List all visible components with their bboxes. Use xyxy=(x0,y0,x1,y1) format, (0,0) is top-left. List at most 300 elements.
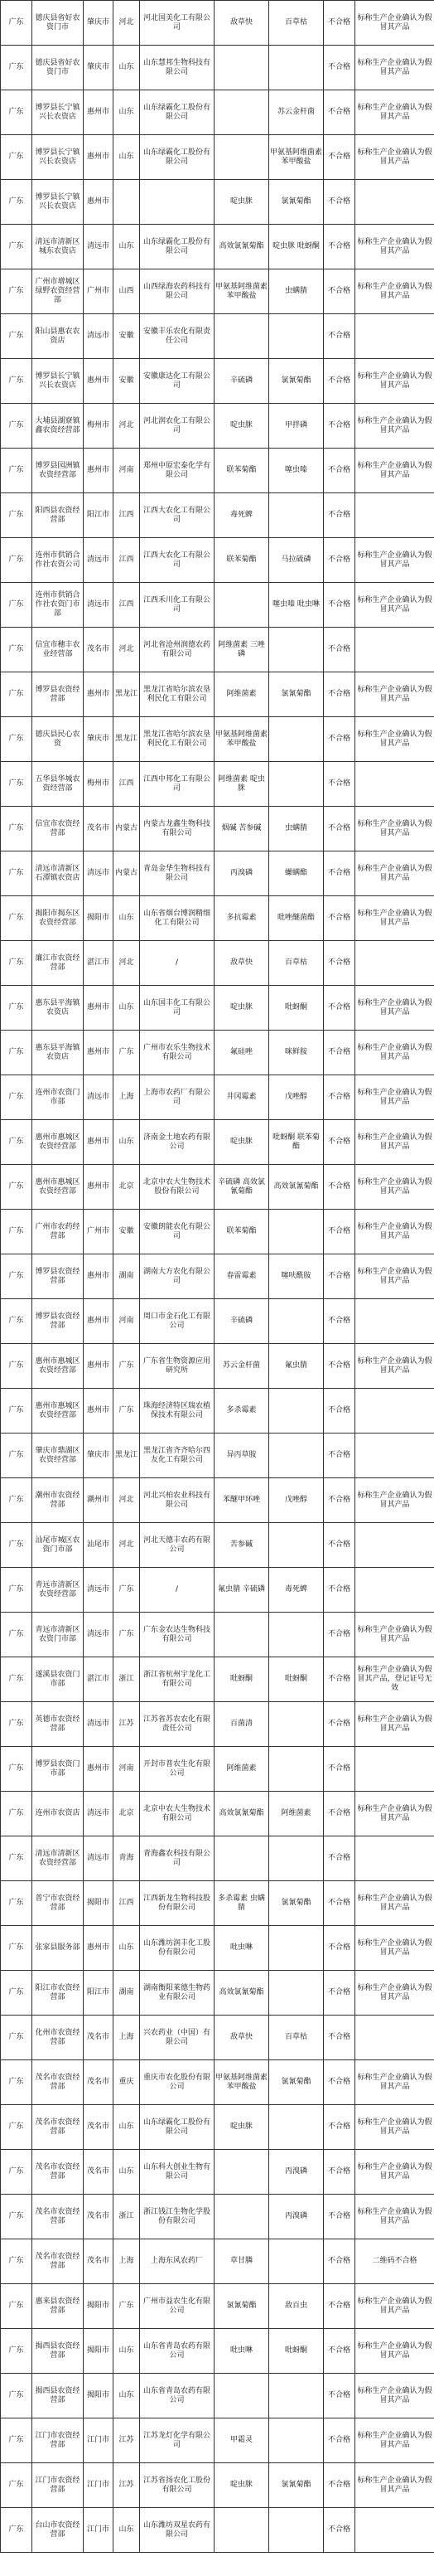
seller-cell: 清远市清新区农资经营部 xyxy=(32,1836,84,1881)
detected-ingredient-cell: 吡蚜酮 xyxy=(269,986,324,1031)
seller-cell: 青远市清新区农资门市部 xyxy=(32,1613,84,1657)
province-cell: 广东 xyxy=(1,46,32,90)
province-cell: 广东 xyxy=(1,2329,32,2374)
remark-cell: 标称生产企业确认为假冒其产品 xyxy=(355,449,434,493)
city-cell: 茂名市 xyxy=(84,2195,113,2239)
origin-province-cell: 青海 xyxy=(113,1836,140,1881)
remark-cell: 标称生产企业确认为假冒其产品 xyxy=(355,359,434,404)
remark-cell: 标称生产企业确认为假冒其产品 xyxy=(355,135,434,180)
city-cell: 惠州市 xyxy=(84,1926,113,1971)
detected-ingredient-cell xyxy=(269,2239,324,2284)
detected-ingredient-cell xyxy=(269,1210,324,1254)
table-row xyxy=(1,762,434,807)
manufacturer-cell: 北京中农大生物技术股份有限公司 xyxy=(140,1165,215,1210)
detected-ingredient-cell: 马拉硫磷 xyxy=(269,538,324,583)
remark-cell: 标称生产企业确认为假冒其产品 xyxy=(355,717,434,762)
declared-ingredient-cell xyxy=(215,314,269,359)
seller-cell: 茂名市农资经营部 xyxy=(32,2239,84,2284)
seller-cell: 惠东县平海镇农资店 xyxy=(32,986,84,1031)
origin-province-cell: 黑龙江 xyxy=(113,717,140,762)
city-cell: 惠州市 xyxy=(84,1299,113,1344)
seller-cell: 廉江市农资经营部 xyxy=(32,941,84,986)
remark-cell: 标称生产企业确认为假冒其产品 xyxy=(355,538,434,583)
origin-province-cell: 山东 xyxy=(113,225,140,269)
province-cell: 广东 xyxy=(1,2060,32,2105)
origin-province-cell: 上海 xyxy=(113,2016,140,2060)
origin-province-cell: 山东 xyxy=(113,986,140,1031)
declared-ingredient-cell: 阿维菌素 xyxy=(215,672,269,717)
manufacturer-cell: 江苏龙灯化学有限公司 xyxy=(140,2418,215,2463)
remark-cell: 标称生产企业确认为假冒其产品 xyxy=(355,2284,434,2329)
origin-province-cell: 重庆 xyxy=(113,2060,140,2105)
remark-cell: 标称生产企业确认为假冒其产品 xyxy=(355,90,434,135)
declared-ingredient-cell: 啶虫脒 xyxy=(215,2463,269,2508)
seller-cell: 五华县华城农资经营部 xyxy=(32,762,84,807)
manufacturer-cell: 内蒙古龙鑫生物科技有限公司 xyxy=(140,807,215,851)
city-cell: 江门市 xyxy=(84,2418,113,2463)
table-row xyxy=(1,941,434,986)
city-cell: 清远市 xyxy=(84,1613,113,1657)
province-cell: 广东 xyxy=(1,1254,32,1299)
manufacturer-cell: 山东绿霸化工股份有限公司 xyxy=(140,2105,215,2150)
province-cell: 广东 xyxy=(1,1836,32,1881)
detected-ingredient-cell: 氟虫腈 xyxy=(269,1344,324,1389)
detected-ingredient-cell: 丙溴磷 xyxy=(269,2195,324,2239)
manufacturer-cell: 湖南大方农化有限公司 xyxy=(140,1254,215,1299)
city-cell: 清远市 xyxy=(84,1075,113,1120)
table-row xyxy=(1,1031,434,1075)
detected-ingredient-cell: 甲拌磷 xyxy=(269,404,324,449)
detected-ingredient-cell: 噻呋酰胺 xyxy=(269,1254,324,1299)
seller-cell: 德庆县民心农资 xyxy=(32,717,84,762)
remark-cell: 标称生产企业确认为假冒其产品 xyxy=(355,1792,434,1836)
declared-ingredient-cell: 联苯菊酯 xyxy=(215,449,269,493)
declared-ingredient-cell xyxy=(215,1613,269,1657)
table-row xyxy=(1,493,434,538)
origin-province-cell xyxy=(113,180,140,225)
declared-ingredient-cell: 春雷霉素 xyxy=(215,1254,269,1299)
manufacturer-cell: 上海市农药厂有限公司 xyxy=(140,1075,215,1120)
detected-ingredient-cell xyxy=(269,46,324,90)
city-cell: 阳江市 xyxy=(84,493,113,538)
seller-cell: 德庆县省好农资门市 xyxy=(32,46,84,90)
remark-cell: 标称生产企业确认为假冒其产品 xyxy=(355,1478,434,1523)
table-row xyxy=(1,807,434,851)
origin-province-cell: 江西 xyxy=(113,762,140,807)
province-cell: 广东 xyxy=(1,1299,32,1344)
remark-cell: 标称生产企业确认为假冒其产品，登记证号无效 xyxy=(355,1657,434,1702)
remark-cell xyxy=(355,314,434,359)
province-cell: 广东 xyxy=(1,1120,32,1165)
remark-cell: 标称生产企业确认为假冒其产品 xyxy=(355,851,434,896)
table-row xyxy=(1,1836,434,1881)
remark-cell: 标称生产企业确认为假冒其产品 xyxy=(355,1613,434,1657)
table-row xyxy=(1,1,434,46)
origin-province-cell: 江西 xyxy=(113,583,140,628)
declared-ingredient-cell: 啶虫脒 xyxy=(215,2105,269,2150)
province-cell: 广东 xyxy=(1,1926,32,1971)
result-cell: 不合格 xyxy=(324,1031,355,1075)
table-row xyxy=(1,1165,434,1210)
city-cell: 阳江市 xyxy=(84,1971,113,2016)
result-cell: 不合格 xyxy=(324,2016,355,2060)
result-cell: 不合格 xyxy=(324,2195,355,2239)
origin-province-cell: 河北 xyxy=(113,941,140,986)
province-cell: 广东 xyxy=(1,1792,32,1836)
province-cell: 广东 xyxy=(1,269,32,314)
seller-cell: 茂名市农资经营部 xyxy=(32,2105,84,2150)
remark-cell: 标称生产企业确认为假冒其产品 xyxy=(355,1120,434,1165)
detected-ingredient-cell: 螺螨酯 xyxy=(269,851,324,896)
declared-ingredient-cell: 辛硫磷 高效氯氰菊酯 xyxy=(215,1165,269,1210)
table-row xyxy=(1,851,434,896)
result-cell: 不合格 xyxy=(324,1434,355,1478)
origin-province-cell: 山东 xyxy=(113,2329,140,2374)
city-cell: 惠州市 xyxy=(84,1254,113,1299)
result-cell: 不合格 xyxy=(324,225,355,269)
result-cell: 不合格 xyxy=(324,986,355,1031)
origin-province-cell: 河南 xyxy=(113,1299,140,1344)
province-cell: 广东 xyxy=(1,2374,32,2418)
remark-cell: 标称生产企业确认为假冒其产品 xyxy=(355,672,434,717)
manufacturer-cell: 兴农药业（中国）有限公司 xyxy=(140,2016,215,2060)
declared-ingredient-cell xyxy=(215,583,269,628)
table-row xyxy=(1,2463,434,2508)
table-row xyxy=(1,1568,434,1613)
city-cell: 广州市 xyxy=(84,269,113,314)
seller-cell: 博罗县农资门市部 xyxy=(32,1747,84,1792)
seller-cell: 潮州市农资经营部 xyxy=(32,1478,84,1523)
manufacturer-cell: 山东绿霸化工股份有限公司 xyxy=(140,90,215,135)
result-cell: 不合格 xyxy=(324,717,355,762)
seller-cell: 信宜市穗丰农业经营部 xyxy=(32,628,84,672)
result-cell: 不合格 xyxy=(324,2508,355,2553)
manufacturer-cell: 江西中邦化工有限公司 xyxy=(140,762,215,807)
manufacturer-cell: 山东绿霸化工股份有限公司 xyxy=(140,225,215,269)
detected-ingredient-cell xyxy=(269,2418,324,2463)
city-cell: 惠州市 xyxy=(84,135,113,180)
detected-ingredient-cell: 虫螨腈 xyxy=(269,807,324,851)
table-row xyxy=(1,1254,434,1299)
table-row xyxy=(1,2195,434,2239)
detected-ingredient-cell: 吡唑醚菌酯 xyxy=(269,896,324,941)
result-cell: 不合格 xyxy=(324,90,355,135)
city-cell: 惠州市 xyxy=(84,449,113,493)
detected-ingredient-cell: 噻虫嗪 吡虫啉 xyxy=(269,583,324,628)
city-cell: 茂名市 xyxy=(84,807,113,851)
seller-cell: 连州市农资门市部 xyxy=(32,1075,84,1120)
remark-cell: 标称生产企业确认为假冒其产品 xyxy=(355,1031,434,1075)
seller-cell: 汕尾市城区农资门市部 xyxy=(32,1523,84,1568)
city-cell: 清远市 xyxy=(84,851,113,896)
declared-ingredient-cell: 联苯菊酯 xyxy=(215,538,269,583)
result-cell: 不合格 xyxy=(324,1881,355,1926)
seller-cell: 江门市农资经营部 xyxy=(32,2418,84,2463)
manufacturer-cell: 山东潍坊润丰化工股份有限公司 xyxy=(140,1926,215,1971)
origin-province-cell: 山西 xyxy=(113,269,140,314)
remark-cell: 标称生产企业确认为假冒其产品 xyxy=(355,1881,434,1926)
declared-ingredient-cell: 高效氯氰菊酯 xyxy=(215,225,269,269)
declared-ingredient-cell xyxy=(215,90,269,135)
seller-cell: 揭西县农资经营部 xyxy=(32,2329,84,2374)
city-cell: 汕尾市 xyxy=(84,1523,113,1568)
detected-ingredient-cell: 百草枯 xyxy=(269,2016,324,2060)
seller-cell: 肇庆市鼎湖区农资经营部 xyxy=(32,1434,84,1478)
city-cell: 惠州市 xyxy=(84,1031,113,1075)
remark-cell xyxy=(355,2508,434,2553)
city-cell: 清远市 xyxy=(84,225,113,269)
remark-cell: 二维码不合格 xyxy=(355,2239,434,2284)
province-cell: 广东 xyxy=(1,628,32,672)
province-cell: 广东 xyxy=(1,2239,32,2284)
result-cell: 不合格 xyxy=(324,1657,355,1702)
detected-ingredient-cell xyxy=(269,2374,324,2418)
manufacturer-cell: 安徽朗能农化有限公司 xyxy=(140,1210,215,1254)
province-cell: 广东 xyxy=(1,2463,32,2508)
declared-ingredient-cell xyxy=(215,2150,269,2195)
table-row xyxy=(1,1434,434,1478)
table-row xyxy=(1,1613,434,1657)
remark-cell: 标称生产企业确认为假冒其产品 xyxy=(355,2195,434,2239)
declared-ingredient-cell: 吡蚜酮 xyxy=(215,1657,269,1702)
seller-cell: 茂名市农资经营部 xyxy=(32,2195,84,2239)
province-cell: 广东 xyxy=(1,225,32,269)
declared-ingredient-cell xyxy=(215,2508,269,2553)
remark-cell: 标称生产企业确认为假冒其产品 xyxy=(355,2374,434,2418)
detected-ingredient-cell xyxy=(269,1434,324,1478)
table-row xyxy=(1,1702,434,1747)
origin-province-cell: 广东 xyxy=(113,1344,140,1389)
manufacturer-cell: 河北兴柏农业科技有限公司 xyxy=(140,1478,215,1523)
remark-cell: 标称生产企业确认为假冒其产品 xyxy=(355,1210,434,1254)
seller-cell: 博罗县农资经营部 xyxy=(32,1254,84,1299)
manufacturer-cell: 青海鑫农科技有限公司 xyxy=(140,1836,215,1881)
manufacturer-cell: 珠海经济特区瑞农植保技术有限公司 xyxy=(140,1389,215,1434)
city-cell: 惠州市 xyxy=(84,180,113,225)
manufacturer-cell: 济南金土地农药有限公司 xyxy=(140,1120,215,1165)
manufacturer-cell: 山东省青岛农药有限公司 xyxy=(140,2374,215,2418)
origin-province-cell: 黑龙江 xyxy=(113,672,140,717)
detected-ingredient-cell: 丙溴磷 xyxy=(269,2150,324,2195)
seller-cell: 广州市增城区绿野农资经营部 xyxy=(32,269,84,314)
declared-ingredient-cell: 啶虫脒 xyxy=(215,180,269,225)
province-cell: 广东 xyxy=(1,1971,32,2016)
city-cell: 茂名市 xyxy=(84,628,113,672)
result-cell: 不合格 xyxy=(324,2284,355,2329)
seller-cell: 博罗县长宁镇兴长农资店 xyxy=(32,135,84,180)
province-cell: 广东 xyxy=(1,1210,32,1254)
city-cell: 潮州市 xyxy=(84,1478,113,1523)
table-row xyxy=(1,90,434,135)
seller-cell: 清远市清新区石潭镇农资店 xyxy=(32,851,84,896)
manufacturer-cell: 安徽丰乐农化有限责任公司 xyxy=(140,314,215,359)
table-row xyxy=(1,628,434,672)
detected-ingredient-cell xyxy=(269,1613,324,1657)
declared-ingredient-cell: 敌草快 xyxy=(215,941,269,986)
table-row xyxy=(1,1299,434,1344)
declared-ingredient-cell: 辛硫磷 xyxy=(215,1299,269,1344)
table-row xyxy=(1,359,434,404)
declared-ingredient-cell: 吡虫啉 xyxy=(215,1926,269,1971)
origin-province-cell: 黑龙江 xyxy=(113,1434,140,1478)
table-row xyxy=(1,2239,434,2284)
remark-cell: 标称生产企业确认为假冒其产品 xyxy=(355,896,434,941)
remark-cell xyxy=(355,628,434,672)
result-cell: 不合格 xyxy=(324,762,355,807)
table-row xyxy=(1,1120,434,1165)
result-cell: 不合格 xyxy=(324,314,355,359)
seller-cell: 博罗县园洲镇农资经营部 xyxy=(32,449,84,493)
province-cell: 广东 xyxy=(1,359,32,404)
remark-cell xyxy=(355,1389,434,1434)
detected-ingredient-cell xyxy=(269,1971,324,2016)
province-cell: 广东 xyxy=(1,2508,32,2553)
declared-ingredient-cell: 辛硫磷 xyxy=(215,359,269,404)
manufacturer-cell: 江西大农化工有限公司 xyxy=(140,538,215,583)
province-cell: 广东 xyxy=(1,2105,32,2150)
remark-cell: 标称生产企业确认为假冒其产品 xyxy=(355,2329,434,2374)
remark-cell xyxy=(355,1434,434,1478)
province-cell: 广东 xyxy=(1,1,32,46)
origin-province-cell: 北京 xyxy=(113,1165,140,1210)
detected-ingredient-cell xyxy=(269,1299,324,1344)
result-cell: 不合格 xyxy=(324,896,355,941)
declared-ingredient-cell: 敌草快 xyxy=(215,1,269,46)
remark-cell: 标称生产企业确认为假冒其产品 xyxy=(355,1165,434,1210)
declared-ingredient-cell: 丙溴磷 xyxy=(215,851,269,896)
result-cell: 不合格 xyxy=(324,2329,355,2374)
declared-ingredient-cell: 啶虫脒 xyxy=(215,1120,269,1165)
city-cell: 茂名市 xyxy=(84,2105,113,2150)
result-cell: 不合格 xyxy=(324,1971,355,2016)
detected-ingredient-cell xyxy=(269,2508,324,2553)
table-row xyxy=(1,2329,434,2374)
detected-ingredient-cell: 戊唑醇 xyxy=(269,1478,324,1523)
declared-ingredient-cell: 甲氨基阿维菌素苯甲酸盐 xyxy=(215,2060,269,2105)
remark-cell xyxy=(355,2016,434,2060)
result-cell: 不合格 xyxy=(324,180,355,225)
manufacturer-cell: 黑龙江省哈尔滨农垦利民化工有限公司 xyxy=(140,717,215,762)
seller-cell: 博罗县农资经营部 xyxy=(32,672,84,717)
manufacturer-cell: 广东金农达生物科技有限公司 xyxy=(140,1613,215,1657)
remark-cell: 标称生产企业确认为假冒其产品 xyxy=(355,1971,434,2016)
declared-ingredient-cell: 啶虫脒 xyxy=(215,986,269,1031)
province-cell: 广东 xyxy=(1,2418,32,2463)
result-cell: 不合格 xyxy=(324,1792,355,1836)
manufacturer-cell: / xyxy=(140,941,215,986)
detected-ingredient-cell: 苏云金杆菌 xyxy=(269,90,324,135)
seller-cell: 博罗县长宁镇兴长农资店 xyxy=(32,90,84,135)
origin-province-cell: 广东 xyxy=(113,2284,140,2329)
result-cell: 不合格 xyxy=(324,941,355,986)
table-row xyxy=(1,225,434,269)
city-cell: 肇庆市 xyxy=(84,717,113,762)
table-row xyxy=(1,1881,434,1926)
result-cell: 不合格 xyxy=(324,538,355,583)
province-cell: 广东 xyxy=(1,1165,32,1210)
table-row xyxy=(1,896,434,941)
province-cell: 广东 xyxy=(1,404,32,449)
city-cell: 肇庆市 xyxy=(84,1,113,46)
remark-cell xyxy=(355,1836,434,1881)
origin-province-cell: 广东 xyxy=(113,1613,140,1657)
result-cell: 不合格 xyxy=(324,1926,355,1971)
detected-ingredient-cell xyxy=(269,2105,324,2150)
table-row xyxy=(1,135,434,180)
detected-ingredient-cell: 戊唑醇 xyxy=(269,1075,324,1120)
result-cell: 不合格 xyxy=(324,46,355,90)
city-cell: 清远市 xyxy=(84,1836,113,1881)
result-cell: 不合格 xyxy=(324,2239,355,2284)
city-cell: 惠州市 xyxy=(84,986,113,1031)
table-row xyxy=(1,1926,434,1971)
table-row xyxy=(1,2150,434,2195)
manufacturer-cell: 黑龙江省哈尔滨农垦利民化工有限公司 xyxy=(140,672,215,717)
remark-cell: 标称生产企业确认为假冒其产品 xyxy=(355,1926,434,1971)
city-cell: 惠州市 xyxy=(84,1747,113,1792)
seller-cell: 广州市农药经营部 xyxy=(32,1210,84,1254)
remark-cell: 标称生产企业确认为假冒其产品 xyxy=(355,269,434,314)
remark-cell: 标称生产企业确认为假冒其产品 xyxy=(355,2060,434,2105)
city-cell: 清远市 xyxy=(84,583,113,628)
detected-ingredient-cell xyxy=(269,314,324,359)
detected-ingredient-cell xyxy=(269,1836,324,1881)
result-cell: 不合格 xyxy=(324,628,355,672)
origin-province-cell: 江苏 xyxy=(113,2463,140,2508)
result-cell: 不合格 xyxy=(324,1702,355,1747)
manufacturer-cell: 浙江省杭州宇龙化工有限公司 xyxy=(140,1657,215,1702)
province-cell: 广东 xyxy=(1,90,32,135)
origin-province-cell: 山东 xyxy=(113,90,140,135)
manufacturer-cell xyxy=(140,180,215,225)
manufacturer-cell: 湖南衡阳莱德生物药业有限公司 xyxy=(140,1971,215,2016)
seller-cell: 张家县服务部 xyxy=(32,1926,84,1971)
manufacturer-cell: 河北国美化工有限公司 xyxy=(140,1,215,46)
seller-cell: 清远市清新区城东农资店 xyxy=(32,225,84,269)
declared-ingredient-cell: 甲霜灵 xyxy=(215,2418,269,2463)
city-cell: 茂名市 xyxy=(84,2239,113,2284)
seller-cell: 连州市供销合作社农资门市部 xyxy=(32,583,84,628)
seller-cell: 茂名市农资经营部 xyxy=(32,2060,84,2105)
declared-ingredient-cell: 苏云金杆菌 xyxy=(215,1344,269,1389)
result-cell: 不合格 xyxy=(324,1836,355,1881)
remark-cell: 标称生产企业确认为假冒其产品 xyxy=(355,1,434,46)
result-cell: 不合格 xyxy=(324,1344,355,1389)
detected-ingredient-cell: 氯氰菊酯 xyxy=(269,180,324,225)
result-cell: 不合格 xyxy=(324,404,355,449)
table-row xyxy=(1,717,434,762)
seller-cell: 化州市农资经营部 xyxy=(32,2016,84,2060)
city-cell: 揭阳市 xyxy=(84,1881,113,1926)
detected-ingredient-cell xyxy=(269,493,324,538)
origin-province-cell: 山东 xyxy=(113,2374,140,2418)
result-cell: 不合格 xyxy=(324,493,355,538)
remark-cell xyxy=(355,1568,434,1613)
province-cell: 广东 xyxy=(1,135,32,180)
origin-province-cell: 江苏 xyxy=(113,1702,140,1747)
detected-ingredient-cell: 毒死蜱 xyxy=(269,1568,324,1613)
manufacturer-cell: 江苏省苏农农化有限责任公司 xyxy=(140,1702,215,1747)
province-cell: 广东 xyxy=(1,314,32,359)
detected-ingredient-cell: 敌百虫 xyxy=(269,2284,324,2329)
city-cell: 梅州市 xyxy=(84,404,113,449)
declared-ingredient-cell: 百菌清 xyxy=(215,1702,269,1747)
table-row xyxy=(1,180,434,225)
seller-cell: 惠州市惠城区农资经营部 xyxy=(32,1165,84,1210)
result-cell: 不合格 xyxy=(324,1165,355,1210)
detected-ingredient-cell: 吡蚜酮 联苯菊酯 xyxy=(269,1120,324,1165)
manufacturer-cell: 重庆市农化股份有限公司 xyxy=(140,2060,215,2105)
